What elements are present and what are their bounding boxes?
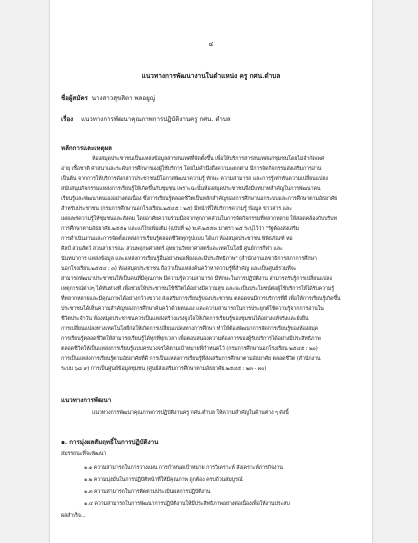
subject-row [61, 116, 231, 124]
principle-line: ห้องสมุดประชาชนเป็นแหล่งข้อมูลสารสนเทศที่จัดตั้งขึ้น เพื่อให้บริการสารสนเทศแก่ชุมชนโดยไม่จำกัดเพศ [92, 156, 325, 162]
principle-line: เป็นต้น จากการให้บริการดังกล่าวประชาชนมีโอกาสพัฒนาความรู้ ทักษะ ความสามารถ และการรู้เท่าทันความเปลี่ยนแปลง [61, 176, 328, 182]
principle-line: การเรียนรู้ตลอดชีวิตให้สามารถเรียนรู้ได้ทุกที่ทุกเวลา เพื่อตอบสนองความต้องการของผู้รับบริการได้อย่างมีประสิทธิภาพ [61, 336, 321, 342]
competency-item: ๑.๑ ความสามารถในการวางแผน การกำหนดเป้าหมาย การวิเคราะห์ สังเคราะห์ภารกิจงาน [84, 465, 283, 471]
applicant-label: ชื่อผู้สมัคร [61, 95, 88, 102]
principle-line: ศิลป์ สวนสัตว์ สวนสาธารณะ สวนพฤกษศาสตร์ อุทยานวิทยาศาสตร์และเทคโนโลยี ศูนย์การกีฬา และ [61, 246, 283, 252]
principle-line: การเปลี่ยนแปลงทางเทคโนโลยีก่อให้เกิดการเปลี่ยนแปลงทางการศึกษา ทำให้ต้องพัฒนาการจัดการเรียนรู้ของห้องสมุด [61, 326, 319, 332]
trailing-fragment: ผลสำเร็จ... [61, 513, 86, 519]
document-page [50, 0, 372, 543]
principle-heading: หลักการและเหตุผล [61, 145, 112, 152]
competency-item: ๑.๒ ความมุ่งมั่นในการปฏิบัติหน้าที่ให้มีคุณภาพ ถูกต้อง ครบถ้วนสมบูรณ์ [84, 477, 243, 483]
principle-line: สนับสนุนกิจกรรมแหล่งการเรียนรู้ให้เกิดขึ้นกับชุมชน เพราะฉะนั้นห้องสมุดประชาชนจึงมีบทบาทสำคัญในการพัฒนาคน [61, 186, 321, 192]
principle-line: การเป็นแหล่งการเรียนรู้ตามอัธยาศัยที่ดี การเป็นแหล่งการเรียนรู้ที่ส่งเสริมการศึกษาตามอัธยาศัย ตลอดชีวิต (สำนักงาน [61, 356, 321, 362]
subsection-1-intro: สมรรถนะที่จะพัฒนา [61, 451, 107, 457]
subsection-1-heading: ๑. การมุ่งผลสัมฤทธิ์ในการปฏิบัติงาน [61, 439, 159, 446]
document-title: แนวทางการพัฒนางานในตำแหน่ง ครู กศน.ตำบล [141, 72, 281, 80]
principle-line: อายุ เชื้อชาติ ศาสนาและระดับการศึกษาของผู้ใช้บริการ โดยไม่คำนึงถึงความแตกต่าง มีการจัดกิจกรรมส่งเสริมการอ่าน [61, 166, 322, 172]
subject-label: เรื่อง [61, 116, 74, 123]
principle-line: สำหรับประชาชน (กรมการศึกษานอกโรงเรียน.๒๕๔๕ : ๒๕) มีหน้าที่ให้บริการความรู้ ข้อมูล ข่าวสาร และ [61, 206, 292, 212]
principle-line: สามารถพัฒนาประชาชนให้เป็นคนที่มีคุณภาพ มีความรู้ความสามารถ มีทักษะในการปฏิบัติงาน สามารถรับรู้การเปลี่ยนแปลง [61, 276, 332, 282]
guideline-text: แนวทางการพัฒนาคุณภาพการปฏิบัติงานครู กศน.ตำบล ให้ความสำคัญในด้านต่าง ๆ ดังนี้ [92, 410, 289, 416]
principle-line: ชีวิตประจำวัน ห้องสมุดประชาชนควรเป็นแหล่งสร้างแรงจูงใจให้เกิดการเรียนรู้ของชุมชนได้อย่างแท้จริงและยั่งยืน [61, 316, 309, 322]
principle-line: ประชาชนได้เห็นความสำคัญของการศึกษาค้นคว้าด้วยตนเอง และความสามารถในการประยุกต์ใช้ความรู้จากการอ่านใน [61, 306, 324, 312]
applicant-name: นางสาวสุขสิตา พลอยูญู่ [91, 95, 155, 102]
competency-item: ๑.๔ ความสามารถในการพัฒนาการปฏิบัติงานให้มีประสิทธิภาพอย่างต่อเนื่องเพื่อให้งานประสบ [84, 501, 290, 507]
principle-line: นอกโรงเรียน.๒๕๕๔ : ๓) ห้องสมุดประชาชน ถือว่าเป็นแหล่งค้นคว้าหาความรู้ที่สำคัญ และเป็นศูนย์รวมที่จะ [61, 266, 297, 272]
principle-line: ระบบ ๖๘ ๙) การเป็นศูนย์ข้อมูลชุมชน (ศูนย์ส่งเสริมการศึกษาตามอัธยาศัย.๒๕๔๕ : ๒๓ - ๓๐) [61, 366, 267, 372]
principle-line: เผยแพร่ความรู้ให้ชุมชนและสังคม โดยอาศัยความร่วมมือจากทุกภาคส่วนในการจัดกิจกรรมที่หลากหลาย ให้สอดคล้องกับบริบท [61, 216, 337, 222]
applicant-row [61, 95, 155, 103]
competency-item: ๑.๓ ความสามารถในการติดตามประเมินผลการปฏิบัติงาน [84, 489, 211, 495]
principle-line: การศึกษาตามอัธยาศัย.๒๕๕๑ และแก้ไขเพิ่มเติม (ฉบับที่ ๒) พ.ศ.๒๕๕๓ มาตรา ๒๕ ระบุไว้ว่า "รัฐต้องส่งเสริม [61, 226, 300, 232]
principle-line: ตลอดชีวิตให้เป็นแหล่งการเรียนรู้แบบครบวงจรได้ตามเป้าหมายที่กำหนดไว้ (กรมการศึกษานอกโรงเรียน ๒๕๔๕ : ๒๐) [61, 346, 318, 352]
principle-line: เหตุการณ์ต่างๆ ได้ทันท่วงที เพื่อช่วยให้ประชาชนใช้ชีวิตได้อย่างมีความสุข และจะเป็นประโยชน์ต่อผู้ใช้บริการให้ได้รับความรู้ [61, 286, 335, 292]
subject-text: แนวทางการพัฒนาคุณภาพการปฏิบัติงานครู กศน. ตำบล [81, 116, 231, 123]
principle-line: เรียนรู้และพัฒนาตนเองอย่างต่อเนื่อง ซึ่งการเรียนรู้ตลอดชีวิตเป็นหลักสำคัญของการศึกษานอกระบบและการศึกษาตามอัธยาศัย [61, 196, 338, 202]
page-number: ๔ [208, 40, 214, 48]
principle-line: การดำเนินงานและการจัดตั้งแหล่งการเรียนรู้ตลอดชีวิตทุกรูปแบบ ได้แก่ ห้องสมุดประชาชน พิพิธภัณฑ์ หอ [61, 236, 293, 242]
guideline-heading: แนวทางการพัฒนา [61, 397, 112, 404]
principle-line: ที่หลากหลายและมีคุณภาพได้อย่างกว้างขวาง ส่งเสริมการเรียนรู้ของประชาชน ตลอดจนมีการบริการที่ดี เพื่อให้การเรียนรู้เกิดขึ้น [61, 296, 341, 302]
principle-line: นันทนาการ แหล่งข้อมูล และแหล่งการเรียนรู้อื่นอย่างพอเพียงและมีประสิทธิภาพ" (สำนักงานเลขาธิการสภาการศึกษา [61, 256, 317, 262]
